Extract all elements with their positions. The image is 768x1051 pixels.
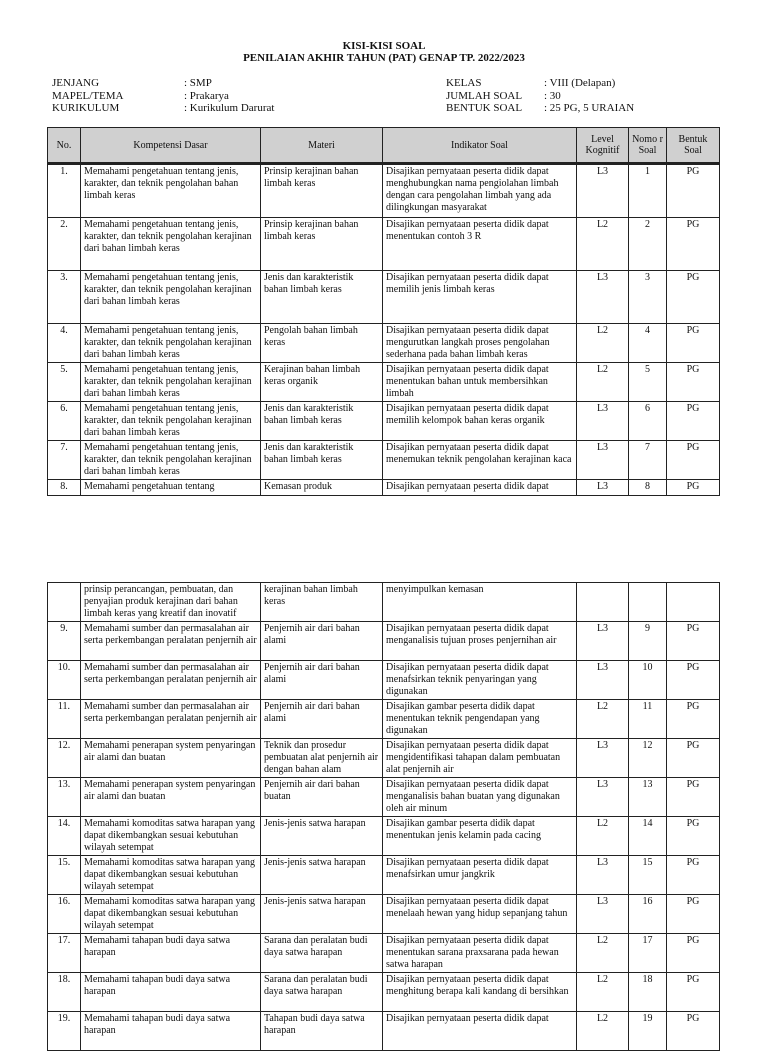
cell-nomor: 16 xyxy=(629,895,667,934)
cell-kd: Memahami pengetahuan tentang jenis, karakter, dan teknik pengolahan bahan limbah keras xyxy=(81,164,261,218)
cell-indikator: Disajikan pernyataan peserta didik dapat xyxy=(383,1012,577,1051)
cell-kd: Memahami pengetahuan tentang jenis, karakter, dan teknik pengolahan kerajinan dari bahan limbah keras xyxy=(81,324,261,363)
cell-materi: Tahapan budi daya satwa harapan xyxy=(261,1012,383,1051)
cell-bentuk: PG xyxy=(667,778,720,817)
cell-level: L2 xyxy=(577,973,629,1012)
cell-nomor: 3 xyxy=(629,271,667,324)
table-row xyxy=(48,817,720,856)
cell-bentuk: PG xyxy=(667,700,720,739)
cell-bentuk: PG xyxy=(667,402,720,441)
cell-indikator: Disajikan gambar peserta didik dapat menentukan teknik pengendapan yang digunakan xyxy=(383,700,577,739)
cell-indikator: Disajikan pernyataan peserta didik dapat menemukan teknik pengolahan kerajinan kaca xyxy=(383,441,577,480)
cell-level: L3 xyxy=(577,441,629,480)
cell-indikator: Disajikan pernyataan peserta didik dapat menganalisis tujuan proses penjernihan air xyxy=(383,622,577,661)
cell-kd: Memahami pengetahuan tentang jenis, karakter, dan teknik pengolahan kerajinan dari bahan limbah keras xyxy=(81,441,261,480)
cell-no: 8. xyxy=(48,480,81,496)
cell-no xyxy=(48,583,81,622)
doc-subtitle: PENILAIAN AKHIR TAHUN (PAT) GENAP TP. 2022/2023 xyxy=(243,52,525,64)
cell-indikator: Disajikan pernyataan peserta didik dapat memilih kelompok bahan keras organik xyxy=(383,402,577,441)
cell-no: 3. xyxy=(48,271,81,324)
table-row xyxy=(48,583,720,622)
meta-value: : SMP xyxy=(184,77,212,89)
cell-materi: Penjernih air dari bahan buatan xyxy=(261,778,383,817)
meta-label: MAPEL/TEMA xyxy=(52,89,124,102)
cell-bentuk: PG xyxy=(667,480,720,496)
cell-nomor: 18 xyxy=(629,973,667,1012)
cell-no: 19. xyxy=(48,1012,81,1051)
cell-level: L2 xyxy=(577,218,629,271)
meta-value: : 25 PG, 5 URAIAN xyxy=(544,102,635,114)
cell-materi: Jenis-jenis satwa harapan xyxy=(261,856,383,895)
cell-bentuk: PG xyxy=(667,973,720,1012)
cell-materi: Kerajinan bahan limbah keras organik xyxy=(261,363,383,402)
cell-level: L2 xyxy=(577,817,629,856)
cell-kd: Memahami sumber dan permasalahan air serta perkembangan peralatan penjernih air xyxy=(81,622,261,661)
col-header-nomor: Nomo r Soal xyxy=(629,128,667,164)
table-row xyxy=(48,778,720,817)
cell-indikator: Disajikan pernyataan peserta didik dapat mengidentifikasi tahapan dalam pembuatan alat penjernih air xyxy=(383,739,577,778)
cell-nomor: 9 xyxy=(629,622,667,661)
cell-kd: Memahami sumber dan permasalahan air serta perkembangan peralatan penjernih air xyxy=(81,661,261,700)
cell-materi: Pengolah bahan limbah keras xyxy=(261,324,383,363)
kisi-table-page2 xyxy=(47,582,720,1051)
meta-label: KELAS xyxy=(446,77,482,89)
cell-no: 16. xyxy=(48,895,81,934)
cell-indikator: Disajikan pernyataan peserta didik dapat menelaah hewan yang hidup sepanjang tahun xyxy=(383,895,577,934)
cell-materi: Jenis dan karakteristik bahan limbah keras xyxy=(261,441,383,480)
cell-nomor: 6 xyxy=(629,402,667,441)
cell-indikator: Disajikan pernyataan peserta didik dapat menentukan bahan untuk membersihkan limbah xyxy=(383,363,577,402)
cell-kd: Memahami sumber dan permasalahan air serta perkembangan peralatan penjernih air xyxy=(81,700,261,739)
cell-bentuk: PG xyxy=(667,622,720,661)
meta-right xyxy=(446,77,634,115)
cell-nomor: 8 xyxy=(629,480,667,496)
cell-indikator: Disajikan pernyataan peserta didik dapat memilih jenis limbah keras xyxy=(383,271,577,324)
cell-bentuk: PG xyxy=(667,934,720,973)
meta-value: : VIII (Delapan) xyxy=(544,77,616,89)
cell-level: L3 xyxy=(577,778,629,817)
table-row xyxy=(48,739,720,778)
meta-value: : Kurikulum Darurat xyxy=(184,102,275,114)
meta-label: JUMLAH SOAL xyxy=(446,89,523,102)
cell-no: 18. xyxy=(48,973,81,1012)
doc-title: KISI-KISI SOAL xyxy=(342,40,426,52)
cell-kd: Memahami pengetahuan tentang jenis, karakter, dan teknik pengolahan kerajinan dari bahan limbah keras xyxy=(81,271,261,324)
cell-nomor: 15 xyxy=(629,856,667,895)
cell-no: 1. xyxy=(48,164,81,218)
cell-no: 5. xyxy=(48,363,81,402)
cell-no: 10. xyxy=(48,661,81,700)
col-header-kd: Kompetensi Dasar xyxy=(81,128,261,164)
table-row xyxy=(48,218,720,271)
cell-indikator: menyimpulkan kemasan xyxy=(383,583,577,622)
cell-kd: Memahami pengetahuan tentang jenis, karakter, dan teknik pengolahan kerajinan dari bahan limbah keras xyxy=(81,363,261,402)
cell-bentuk: PG xyxy=(667,363,720,402)
cell-bentuk: PG xyxy=(667,1012,720,1051)
cell-nomor: 2 xyxy=(629,218,667,271)
table-row xyxy=(48,441,720,480)
cell-kd: prinsip perancangan, pembuatan, dan penyajian produk kerajinan dari bahan limbah keras yang kreatif dan inovatif xyxy=(81,583,261,622)
cell-bentuk: PG xyxy=(667,817,720,856)
cell-kd: Memahami komoditas satwa harapan yang dapat dikembangkan sesuai kebutuhan wilayah setempat xyxy=(81,895,261,934)
table-row xyxy=(48,661,720,700)
cell-indikator: Disajikan pernyataan peserta didik dapat menghubungkan nama pengiolahan limbah dengan cara pengolahan limbah yang ada dilingkungan masyarakat xyxy=(383,164,577,218)
cell-nomor: 13 xyxy=(629,778,667,817)
cell-no: 12. xyxy=(48,739,81,778)
cell-level: L2 xyxy=(577,324,629,363)
meta-label: KURIKULUM xyxy=(52,102,120,114)
table-row xyxy=(48,856,720,895)
cell-level: L3 xyxy=(577,622,629,661)
cell-indikator: Disajikan pernyataan peserta didik dapat menentukan sarana praxsarana pada hewan satwa harapan xyxy=(383,934,577,973)
cell-level: L3 xyxy=(577,661,629,700)
col-header-indikator: Indikator Soal xyxy=(383,128,577,164)
col-header-no: No. xyxy=(48,128,81,164)
cell-no: 17. xyxy=(48,934,81,973)
cell-level: L3 xyxy=(577,856,629,895)
cell-nomor: 7 xyxy=(629,441,667,480)
cell-no: 13. xyxy=(48,778,81,817)
cell-indikator: Disajikan pernyataan peserta didik dapat menganalisis bahan buatan yang digunakan oleh air minum xyxy=(383,778,577,817)
cell-bentuk: PG xyxy=(667,895,720,934)
table-row xyxy=(48,973,720,1012)
cell-no: 11. xyxy=(48,700,81,739)
cell-kd: Memahami tahapan budi daya satwa harapan xyxy=(81,973,261,1012)
cell-level: L2 xyxy=(577,1012,629,1051)
cell-bentuk: PG xyxy=(667,739,720,778)
cell-indikator: Disajikan pernyataan peserta didik dapat menafsirkan umur jangkrik xyxy=(383,856,577,895)
cell-materi: Jenis dan karakteristik bahan limbah keras xyxy=(261,402,383,441)
cell-level: L3 xyxy=(577,739,629,778)
table-row xyxy=(48,164,720,218)
cell-bentuk xyxy=(667,583,720,622)
cell-indikator: Disajikan pernyataan peserta didik dapat menentukan contoh 3 R xyxy=(383,218,577,271)
table-row xyxy=(48,934,720,973)
table-row xyxy=(48,622,720,661)
cell-no: 9. xyxy=(48,622,81,661)
cell-materi: Kemasan produk xyxy=(261,480,383,496)
cell-nomor: 5 xyxy=(629,363,667,402)
col-header-bentuk: Bentuk Soal xyxy=(667,128,720,164)
meta-value: : 30 xyxy=(544,89,561,102)
cell-bentuk: PG xyxy=(667,218,720,271)
cell-indikator: Disajikan pernyataan peserta didik dapat xyxy=(383,480,577,496)
cell-materi: Prinsip kerajinan bahan limbah keras xyxy=(261,164,383,218)
cell-materi: Penjernih air dari bahan alami xyxy=(261,700,383,739)
table-row xyxy=(48,895,720,934)
table-row xyxy=(48,363,720,402)
cell-bentuk: PG xyxy=(667,441,720,480)
table-row xyxy=(48,1012,720,1051)
cell-bentuk: PG xyxy=(667,856,720,895)
cell-materi: Sarana dan peralatan budi daya satwa harapan xyxy=(261,973,383,1012)
cell-nomor xyxy=(629,583,667,622)
cell-materi: Teknik dan prosedur pembuatan alat penjernih air dengan bahan alam xyxy=(261,739,383,778)
cell-indikator: Disajikan pernyataan peserta didik dapat mengurutkan langkah proses pengolahan sederhana pada bahan limbah keras xyxy=(383,324,577,363)
cell-kd: Memahami tahapan budi daya satwa harapan xyxy=(81,934,261,973)
cell-nomor: 11 xyxy=(629,700,667,739)
cell-level: L2 xyxy=(577,363,629,402)
cell-materi: Sarana dan peralatan budi daya satwa harapan xyxy=(261,934,383,973)
cell-kd: Memahami komoditas satwa harapan yang dapat dikembangkan sesuai kebutuhan wilayah setempat xyxy=(81,817,261,856)
cell-indikator: Disajikan gambar peserta didik dapat menentukan jenis kelamin pada cacing xyxy=(383,817,577,856)
cell-no: 7. xyxy=(48,441,81,480)
meta-left xyxy=(52,77,274,115)
table-row xyxy=(48,480,720,496)
kisi-table-page1 xyxy=(47,127,720,496)
cell-level: L2 xyxy=(577,934,629,973)
cell-materi: Jenis dan karakteristik bahan limbah keras xyxy=(261,271,383,324)
meta-label: BENTUK SOAL xyxy=(446,102,523,114)
cell-kd: Memahami komoditas satwa harapan yang dapat dikembangkan sesuai kebutuhan wilayah setempat xyxy=(81,856,261,895)
cell-indikator: Disajikan pernyataan peserta didik dapat menafsirkan teknik penyaringan yang digunakan xyxy=(383,661,577,700)
cell-kd: Memahami pengetahuan tentang xyxy=(81,480,261,496)
cell-level xyxy=(577,583,629,622)
table-row xyxy=(48,402,720,441)
cell-nomor: 10 xyxy=(629,661,667,700)
table-row xyxy=(48,324,720,363)
col-header-materi: Materi xyxy=(261,128,383,164)
cell-nomor: 14 xyxy=(629,817,667,856)
table-row xyxy=(48,271,720,324)
cell-kd: Memahami pengetahuan tentang jenis, karakter, dan teknik pengolahan kerajinan dari bahan limbah keras xyxy=(81,218,261,271)
cell-materi: Penjernih air dari bahan alami xyxy=(261,622,383,661)
cell-level: L3 xyxy=(577,164,629,218)
cell-materi: Jenis-jenis satwa harapan xyxy=(261,895,383,934)
cell-nomor: 12 xyxy=(629,739,667,778)
cell-level: L3 xyxy=(577,895,629,934)
cell-no: 14. xyxy=(48,817,81,856)
meta-value: : Prakarya xyxy=(184,89,229,102)
cell-nomor: 17 xyxy=(629,934,667,973)
cell-bentuk: PG xyxy=(667,271,720,324)
cell-no: 4. xyxy=(48,324,81,363)
cell-level: L3 xyxy=(577,271,629,324)
cell-nomor: 1 xyxy=(629,164,667,218)
cell-no: 15. xyxy=(48,856,81,895)
cell-level: L2 xyxy=(577,700,629,739)
cell-materi: Jenis-jenis satwa harapan xyxy=(261,817,383,856)
cell-no: 2. xyxy=(48,218,81,271)
cell-bentuk: PG xyxy=(667,661,720,700)
cell-materi: kerajinan bahan limbah keras xyxy=(261,583,383,622)
cell-level: L3 xyxy=(577,480,629,496)
cell-indikator: Disajikan pernyataan peserta didik dapat menghitung berapa kali kandang di bersihkan xyxy=(383,973,577,1012)
cell-no: 6. xyxy=(48,402,81,441)
cell-bentuk: PG xyxy=(667,324,720,363)
cell-kd: Memahami tahapan budi daya satwa harapan xyxy=(81,1012,261,1051)
cell-bentuk: PG xyxy=(667,164,720,218)
cell-kd: Memahami penerapan system penyaringan air alami dan buatan xyxy=(81,739,261,778)
cell-nomor: 19 xyxy=(629,1012,667,1051)
cell-nomor: 4 xyxy=(629,324,667,363)
meta-label: JENJANG xyxy=(52,77,100,89)
cell-kd: Memahami pengetahuan tentang jenis, karakter, dan teknik pengolahan kerajinan dari bahan limbah keras xyxy=(81,402,261,441)
table-row xyxy=(48,700,720,739)
cell-kd: Memahami penerapan system penyaringan air alami dan buatan xyxy=(81,778,261,817)
cell-materi: Prinsip kerajinan bahan limbah keras xyxy=(261,218,383,271)
cell-level: L3 xyxy=(577,402,629,441)
cell-materi: Penjernih air dari bahan alami xyxy=(261,661,383,700)
col-header-level: Level Kognitif xyxy=(577,128,629,164)
